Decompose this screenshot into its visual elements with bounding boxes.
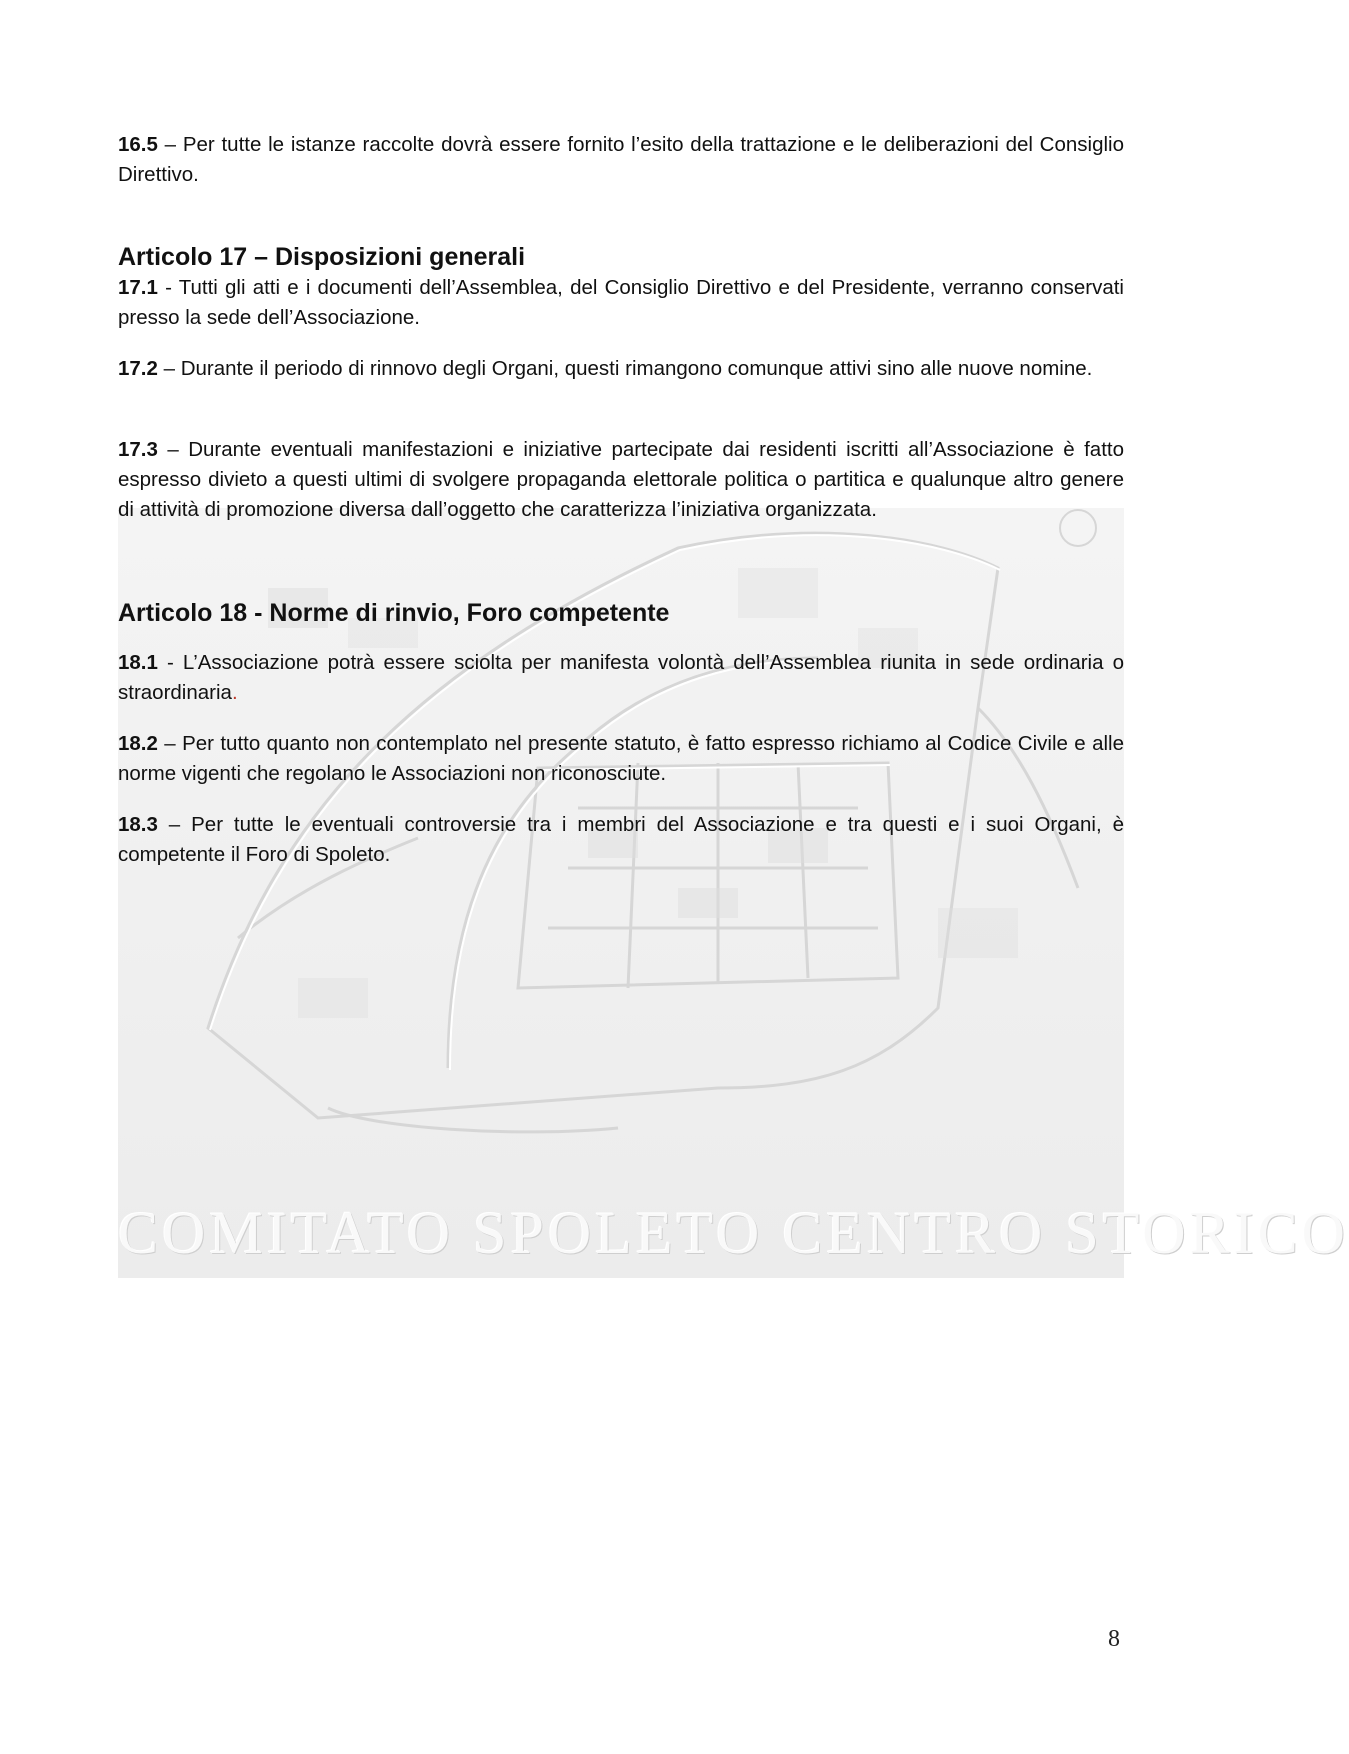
paragraph-16-5: [118, 130, 1124, 190]
paragraph-text: – Per tutte le eventuali controversie tra i membri del Associazione e tra questi e i suoi Organi, è competente il Foro di Spoleto.: [118, 813, 1124, 866]
heading-text: Articolo 18 - Norme di rinvio, Foro competente: [118, 599, 670, 627]
paragraph-text: - Tutti gli atti e i documenti dell’Assemblea, del Consiglio Direttivo e del Presidente, verranno conservati presso la sede dell’Associazione.: [118, 276, 1124, 329]
paragraph-17-1: [118, 273, 1124, 333]
paragraph-number: 16.5: [118, 133, 158, 156]
red-period: .: [231, 681, 238, 704]
paragraph-18-2: [118, 729, 1124, 789]
paragraph-number: 18.2: [118, 732, 158, 755]
paragraph-number: 18.3: [118, 813, 158, 836]
paragraph-number: 17.1: [118, 276, 158, 299]
paragraph-text: - L’Associazione potrà essere sciolta per manifesta volontà dell’Assemblea riunita in sede ordinaria o straordinaria: [118, 651, 1124, 704]
article-17-heading: [118, 240, 1124, 274]
paragraph-18-1: [118, 648, 1124, 708]
page-number: 8: [1108, 1626, 1120, 1652]
paragraph-number: 17.3: [118, 438, 158, 461]
paragraph-17-3: [118, 435, 1124, 525]
watermark-caption: COMITATO SPOLETO CENTRO STORICO: [118, 1200, 1349, 1266]
paragraph-18-3: [118, 810, 1124, 870]
paragraph-text: – Durante eventuali manifestazioni e iniziative partecipate dai residenti iscritti all’Associazione è fatto espresso divieto a questi ultimi di svolgere propaganda elettorale politica o partitica e qualunque altro genere di attività di promozione diversa dall’oggetto che caratterizza l’iniziativa organizzata.: [118, 438, 1124, 521]
paragraph-text: – Per tutto quanto non contemplato nel presente statuto, è fatto espresso richiamo al Codice Civile e alle norme vigenti che regolano le Associazioni non riconosciute.: [118, 732, 1124, 785]
paragraph-number: 18.1: [118, 651, 158, 674]
paragraph-text: – Durante il periodo di rinnovo degli Organi, questi rimangono comunque attivi sino alle nuove nomine.: [157, 357, 1093, 380]
paragraph-17-2: [118, 354, 1124, 384]
paragraph-text: – Per tutte le istanze raccolte dovrà essere fornito l’esito della trattazione e le deliberazioni del Consiglio Direttivo.: [118, 133, 1124, 186]
paragraph-number: 17.2: [118, 357, 158, 380]
article-18-heading: [118, 596, 1124, 630]
heading-text: Articolo 17 – Disposizioni generali: [118, 243, 526, 271]
